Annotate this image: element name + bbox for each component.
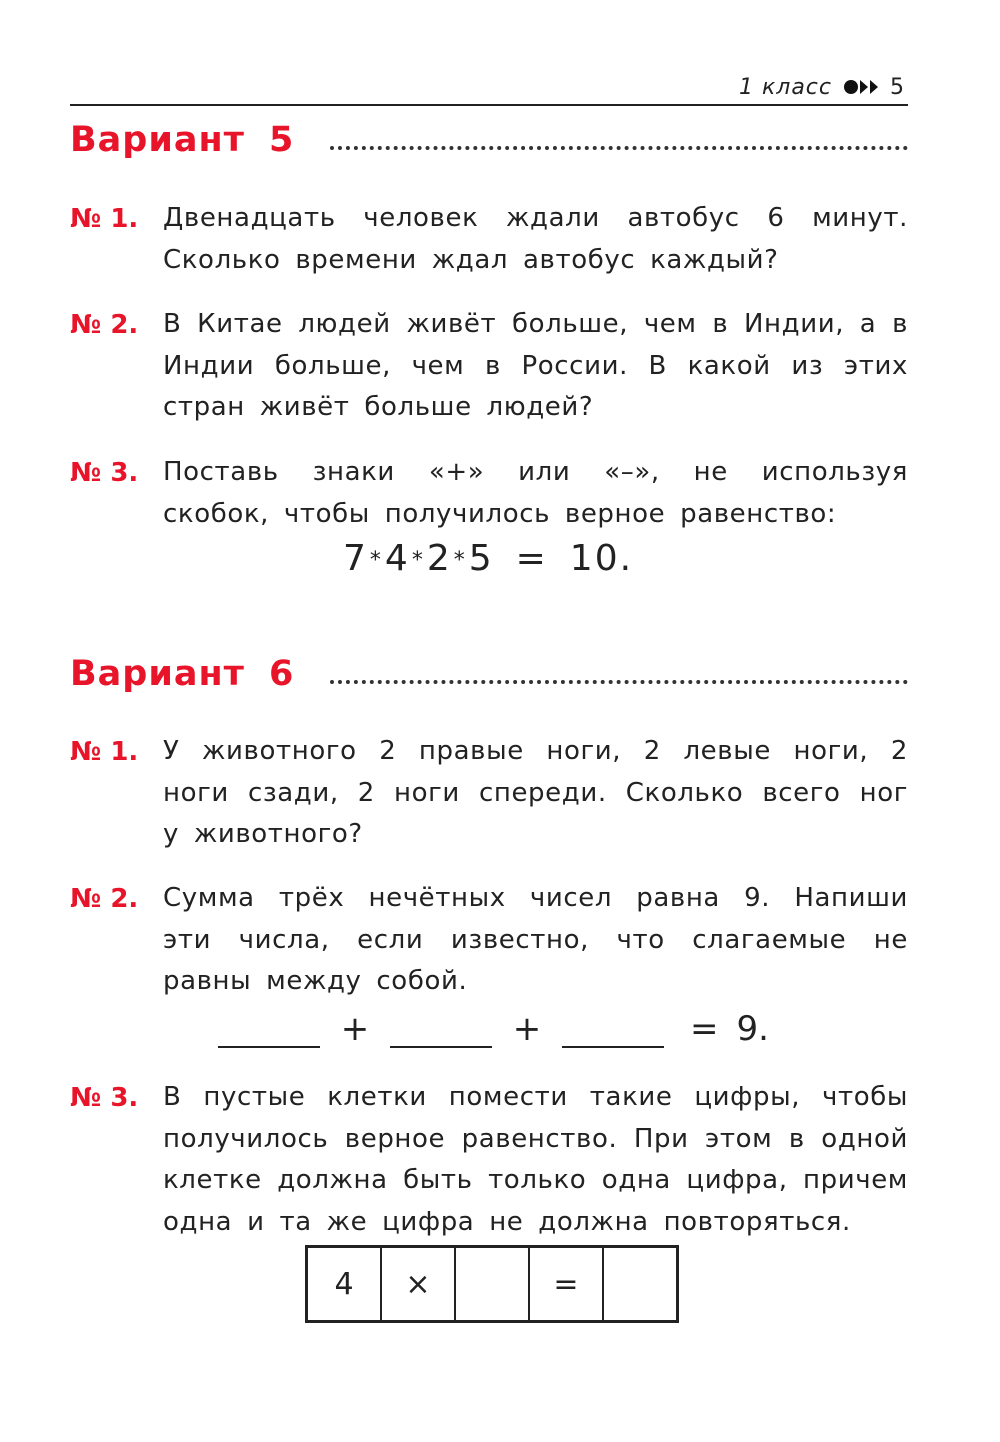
grid-cell-digit: 4 [308, 1248, 382, 1320]
arrow-marker-icon [844, 80, 878, 94]
star-icon: * [369, 547, 383, 573]
task-v5-1 [70, 198, 908, 281]
plus-sign: + [340, 1009, 370, 1049]
variant-5-heading [70, 120, 908, 160]
task-number: № 2. [70, 310, 139, 340]
dotted-leader [330, 680, 908, 684]
equation-expression [343, 538, 633, 579]
equals-sign: = [515, 538, 548, 579]
task-text: Двенадцать человек ждали автобус 6 минут. Сколько времени ждал автобус каждый? [163, 203, 908, 275]
grid-cell-equals: = [530, 1248, 604, 1320]
page-header [739, 70, 904, 104]
page-number: 5 [890, 74, 904, 100]
star-icon: * [453, 547, 467, 573]
grade-label: 1 класс [738, 74, 832, 100]
task-number: № 3. [70, 458, 139, 488]
task-text: Сумма трёх нечётных чисел равна 9. Напиши эти числа, если известно, что слагаемые не равны между собой. [163, 883, 908, 996]
equation-digit: 2 [426, 538, 452, 579]
task-v5-3 [70, 452, 908, 535]
grid-cell-empty[interactable] [604, 1248, 676, 1320]
sum-answer-row [218, 1008, 769, 1048]
task-number: № 2. [70, 884, 139, 914]
task-v6-1 [70, 731, 908, 856]
equation-digit: 5 [468, 538, 494, 579]
answer-blank[interactable] [218, 1008, 320, 1048]
dotted-leader [330, 146, 908, 150]
task-v5-2 [70, 304, 908, 429]
answer-blank[interactable] [562, 1008, 664, 1048]
equation-digit: 4 [384, 538, 410, 579]
task-number: № 1. [70, 737, 139, 767]
task-text: Поставь знаки «+» или «–», не используя скобок, чтобы получилось верное равенство: [163, 457, 908, 529]
equation-grid [305, 1245, 679, 1323]
equation-result: 10. [569, 538, 634, 579]
task-number: № 3. [70, 1083, 139, 1113]
task-text: В пустые клетки помести такие цифры, чтобы получилось верное равенство. При этом в одной клетке должна быть только одна цифра, причем одна и та же цифра не должна повторяться. [163, 1082, 908, 1237]
task-text: В Китае людей живёт больше, чем в Индии, а в Индии больше, чем в России. В какой из этих стран живёт больше людей? [163, 309, 908, 422]
plus-sign: + [512, 1009, 542, 1049]
answer-blank[interactable] [390, 1008, 492, 1048]
sum-result: 9. [736, 1009, 769, 1049]
header-rule [70, 104, 908, 106]
equation-digit: 7 [343, 538, 368, 579]
equals-sign: = [690, 1009, 719, 1049]
variant-title: Вариант 6 [70, 654, 295, 694]
grid-cell-empty[interactable] [456, 1248, 530, 1320]
task-v6-2 [70, 878, 908, 1003]
task-number: № 1. [70, 204, 139, 234]
task-v6-3 [70, 1077, 908, 1243]
task-text: У животного 2 правые ноги, 2 левые ноги, 2 ноги сзади, 2 ноги спереди. Сколько всего ног у животного? [163, 736, 908, 849]
variant-title: Вариант 5 [70, 120, 295, 160]
grid-cell-multiply: × [382, 1248, 456, 1320]
variant-6-heading [70, 654, 908, 694]
star-icon: * [411, 547, 425, 573]
